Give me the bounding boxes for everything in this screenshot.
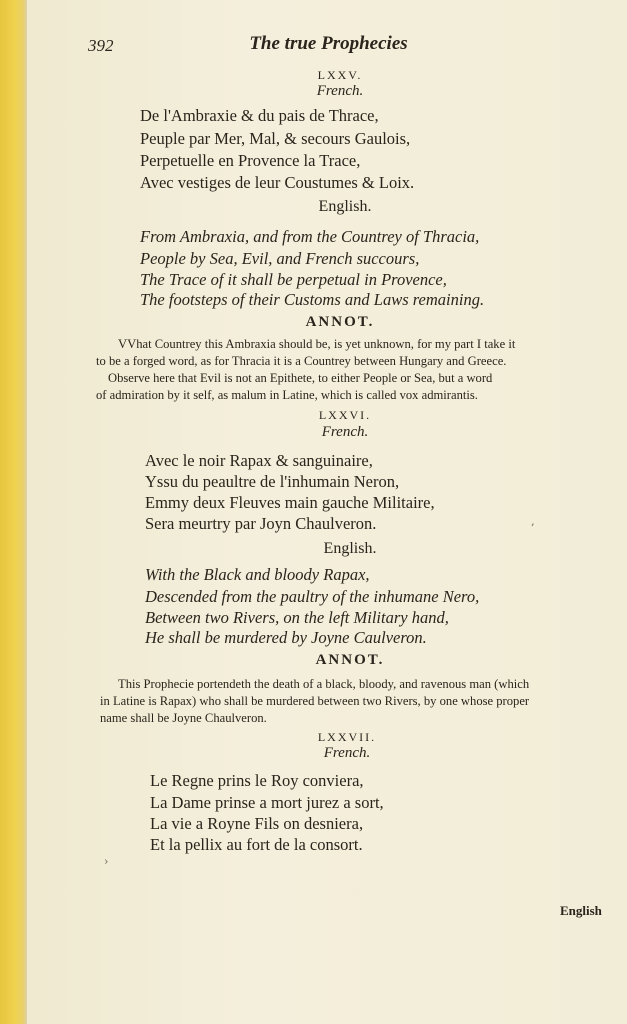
verse-line: From Ambraxia, and from the Countrey of Thracia,: [140, 227, 480, 246]
gilt-page-edge: [0, 0, 27, 1024]
catchword: English: [560, 903, 602, 918]
annotation-line: This Prophecie portendeth the death of a black, bloody, and ravenous man (which: [118, 677, 530, 691]
annotation-heading: ANNOT.: [305, 314, 375, 330]
annotation-line: name shall be Joyne Chaulveron.: [100, 711, 267, 725]
page-number: 392: [88, 36, 114, 55]
french-heading: French.: [321, 424, 369, 440]
printers-mark: ‚: [531, 515, 535, 528]
verse-line: Avec le noir Rapax & sanguinaire,: [145, 451, 373, 470]
verse-line: The footsteps of their Customs and Laws remaining.: [140, 290, 485, 309]
verse-line: Et la pellix au fort de la consort.: [150, 835, 363, 854]
verse-line: Le Regne prins le Roy conviera,: [150, 771, 364, 790]
verse-line: Descended from the paultry of the inhumane Nero,: [145, 587, 480, 606]
french-heading: French.: [323, 745, 371, 761]
verse-line: Peuple par Mer, Mal, & secours Gaulois,: [140, 129, 411, 148]
verse-line: With the Black and bloody Rapax,: [145, 565, 370, 584]
verse-line: La Dame prinse a mort jurez a sort,: [150, 793, 384, 812]
verse-line: The Trace of it shall be perpetual in Provence,: [140, 270, 447, 289]
verse-line: People by Sea, Evil, and French succours,: [140, 249, 420, 268]
quatrain-numeral: LXXV.: [317, 68, 363, 82]
annotation-line: Observe here that Evil is not an Epithete, to either People or Sea, but a word: [108, 371, 493, 385]
annotation-line: in Latine is Rapax) who shall be murdered between two Rivers, by one whose proper: [100, 694, 530, 708]
verse-line: Between two Rivers, on the left Military hand,: [145, 608, 449, 627]
annotation-heading: ANNOT.: [315, 652, 385, 668]
annotation-line: to be a forged word, as for Thracia it is a Countrey between Hungary and Greece.: [96, 354, 507, 368]
printers-mark: ›: [104, 855, 109, 868]
quatrain-numeral: LXXVII.: [317, 730, 377, 744]
verse-line: La vie a Royne Fils on desniera,: [150, 814, 364, 833]
verse-line: Emmy deux Fleuves main gauche Militaire,: [145, 493, 435, 512]
verse-line: Yssu du peaultre de l'inhumain Neron,: [145, 472, 400, 491]
verse-line: Sera meurtry par Joyn Chaulveron.: [145, 514, 377, 533]
verse-line: De l'Ambraxie & du pais de Thrace,: [140, 106, 379, 125]
annotation-line: of admiration by it self, as malum in Latine, which is called vox admirantis.: [96, 388, 478, 402]
french-heading: French.: [316, 83, 364, 99]
verse-line: Avec vestiges de leur Coustumes & Loix.: [140, 173, 415, 192]
quatrain-numeral: LXXVI.: [318, 408, 372, 422]
verse-line: Perpetuelle en Provence la Trace,: [140, 151, 361, 170]
annotation-line: VVhat Countrey this Ambraxia should be, is yet unknown, for my part I take it: [118, 337, 516, 351]
english-heading: English.: [323, 540, 377, 557]
english-heading: English.: [318, 198, 372, 215]
running-title: The true Prophecies: [249, 33, 408, 54]
verse-line: He shall be murdered by Joyne Caulveron.: [145, 628, 427, 647]
